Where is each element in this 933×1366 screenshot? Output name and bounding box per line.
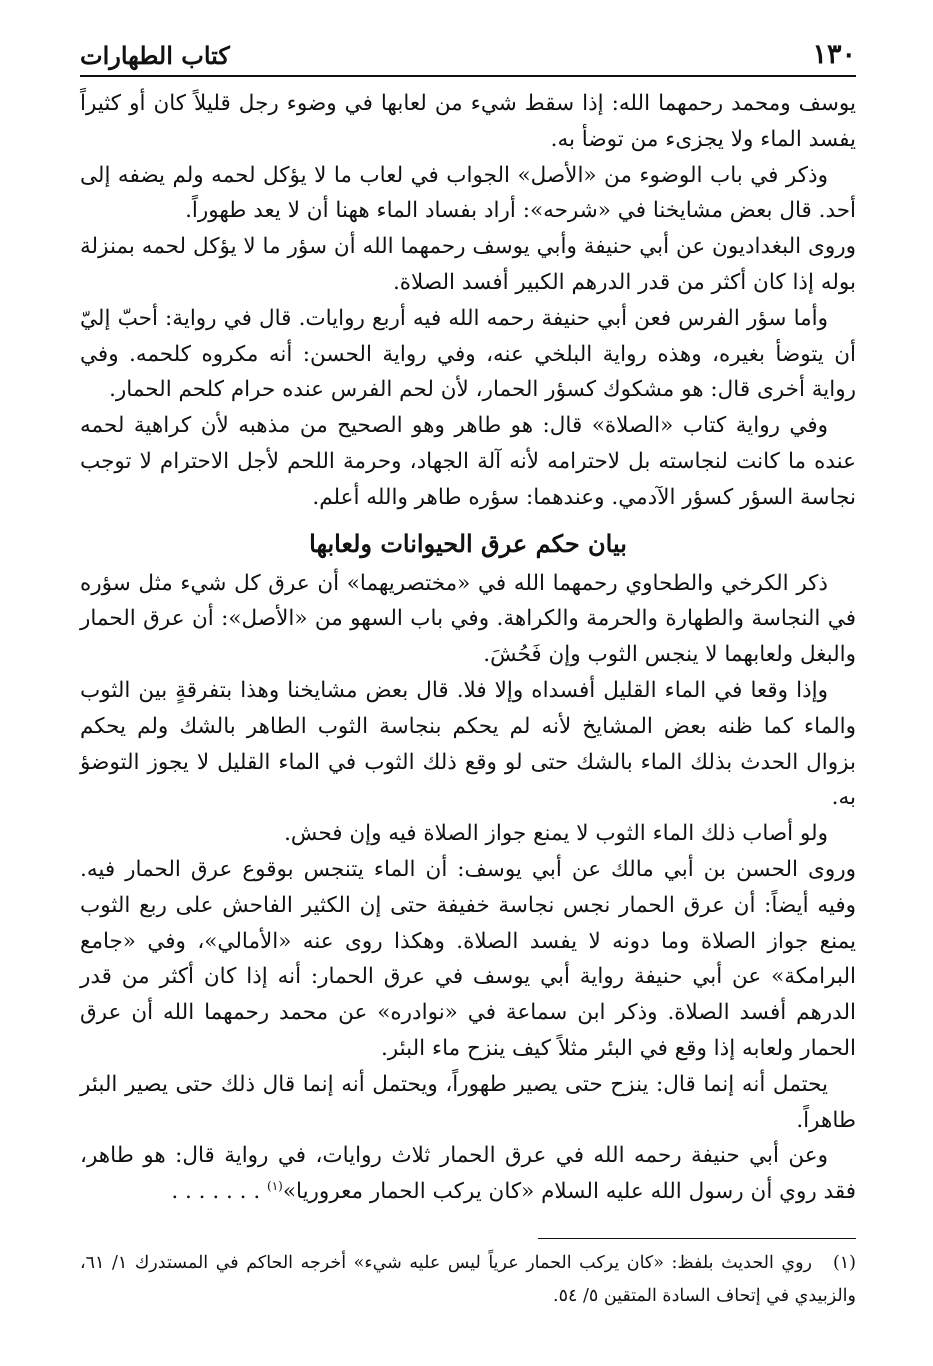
- footnote-reference[interactable]: (١): [267, 1178, 283, 1193]
- paragraph: وأما سؤر الفرس فعن أبي حنيفة رحمه الله فيه أربع روايات. قال في رواية: أحبّ إليّ أن يتوضأ بغيره، وهذه رواية البلخي عنه، وفي رواية الحسن: أنه مكروه كلحمه. وفي رواية أخرى قال: هو مشكوك كسؤر الحمار، لأن لحم الفرس عنده حرام كلحم الحمار.: [80, 305, 856, 403]
- page-header: [80, 30, 856, 70]
- paragraph: ولو أصاب ذلك الماء الثوب لا يمنع جواز الصلاة فيه وإن فحش.: [284, 821, 828, 847]
- paragraph: وذكر في باب الوضوء من «الأصل» الجواب في لعاب ما لا يؤكل لحمه ولم يضفه إلى أحد. قال بعض مشايخنا في «شرحه»: أراد بفساد الماء ههنا أن لا يعد طهوراً.: [80, 162, 856, 224]
- ellipsis: . . . . . . .: [171, 1179, 261, 1205]
- paragraph: وروى البغداديون عن أبي حنيفة وأبي يوسف رحمهما الله أن سؤر ما لا يؤكل لحمه بمنزلة بوله إذا كان أكثر من قدر الدرهم الكبير أفسد الصلاة.: [80, 234, 856, 295]
- footnote: [80, 1247, 856, 1313]
- footnote-marker: (١): [832, 1253, 856, 1273]
- paragraph: وإذا وقعا في الماء القليل أفسداه وإلا فلا. قال بعض مشايخنا وهذا بتفرقةٍ بين الثوب والماء كما ظنه بعض المشايخ لأنه لم يحكم بنجاسة الثوب الطاهر بالشك ولم يحكم بزوال الحدث بذلك الماء بالشك حتى لو وقع ذلك الثوب في الماء القليل لا يجوز التوضؤ به.: [80, 677, 856, 811]
- paragraph: وروى الحسن بن أبي مالك عن أبي يوسف: أن الماء يتنجس بوقوع عرق الحمار فيه. وفيه أيضاً: أن عرق الحمار نجس نجاسة خفيفة حتى إن الكثير الفاحش على ربع الثوب يمنع جواز الصلاة وما دونه لا يفسد الصلاة. وهكذا روى عنه «الأمالي»، وفي «جامع البرامكة» عن أبي حنيفة رواية أبي يوسف في عرق الحمار: أنه إذا كان أكثر من قدر الدرهم أفسد الصلاة. وذكر ابن سماعة في «نوادره» عن محمد رحمهما الله أن عرق الحمار ولعابه إذا وقع في البئر مثلاً كيف ينزح ماء البئر.: [80, 856, 856, 1061]
- paragraph: يحتمل أنه إنما قال: ينزح حتى يصير طهوراً، ويحتمل أنه إنما قال ذلك حتى يصير البئر طاهراً.: [80, 1071, 856, 1133]
- book-title: كتاب الطهارات: [80, 41, 230, 70]
- paragraph: ذكر الكرخي والطحاوي رحمهما الله في «مختصريهما» أن عرق كل شيء مثل سؤره في النجاسة والطهارة والحرمة والكراهة. وفي باب السهو من «الأصل»: أن عرق الحمار والبغل ولعابهما لا ينجس الثوب وإن فَحُشَ.: [80, 570, 856, 668]
- footnote-divider: [538, 1238, 856, 1239]
- paragraph: يوسف ومحمد رحمهما الله: إذا سقط شيء من لعابها في وضوء رجل قليلاً كان أو كثيراً يفسد الماء ولا يجزىء من توضأ به.: [80, 91, 856, 152]
- paragraph-last: [80, 1138, 856, 1210]
- main-text: [80, 86, 856, 1210]
- paragraph-text: وعن أبي حنيفة رحمه الله في عرق الحمار ثلاث روايات، في رواية قال: هو طاهر، فقد روي أن رسول الله عليه السلام «كان يركب الحمار معروريا»: [80, 1143, 856, 1205]
- paragraph: وفي رواية كتاب «الصلاة» قال: هو طاهر وهو الصحيح من مذهبه لأن كراهية لحمه عنده ما كانت لنجاسته بل لاحترامه لأنه آلة الجهاد، وحرمة اللحم لأجل الاحترام لا توجب نجاسة السؤر كسؤر الآدمي. وعندهما: سؤره طاهر والله أعلم.: [80, 413, 856, 510]
- section-heading: بيان حكم عرق الحيوانات ولعابها: [309, 528, 627, 558]
- header-divider: [80, 75, 856, 77]
- footnote-text: روي الحديث بلفظ: «كان يركب الحمار عرياً ليس عليه شيء» أخرجه الحاكم في المستدرك ١/ ٦١، والزبيدي في إتحاف السادة المتقين ٥/ ٥٤.: [80, 1253, 856, 1306]
- page-number: ١٣٠: [812, 39, 856, 70]
